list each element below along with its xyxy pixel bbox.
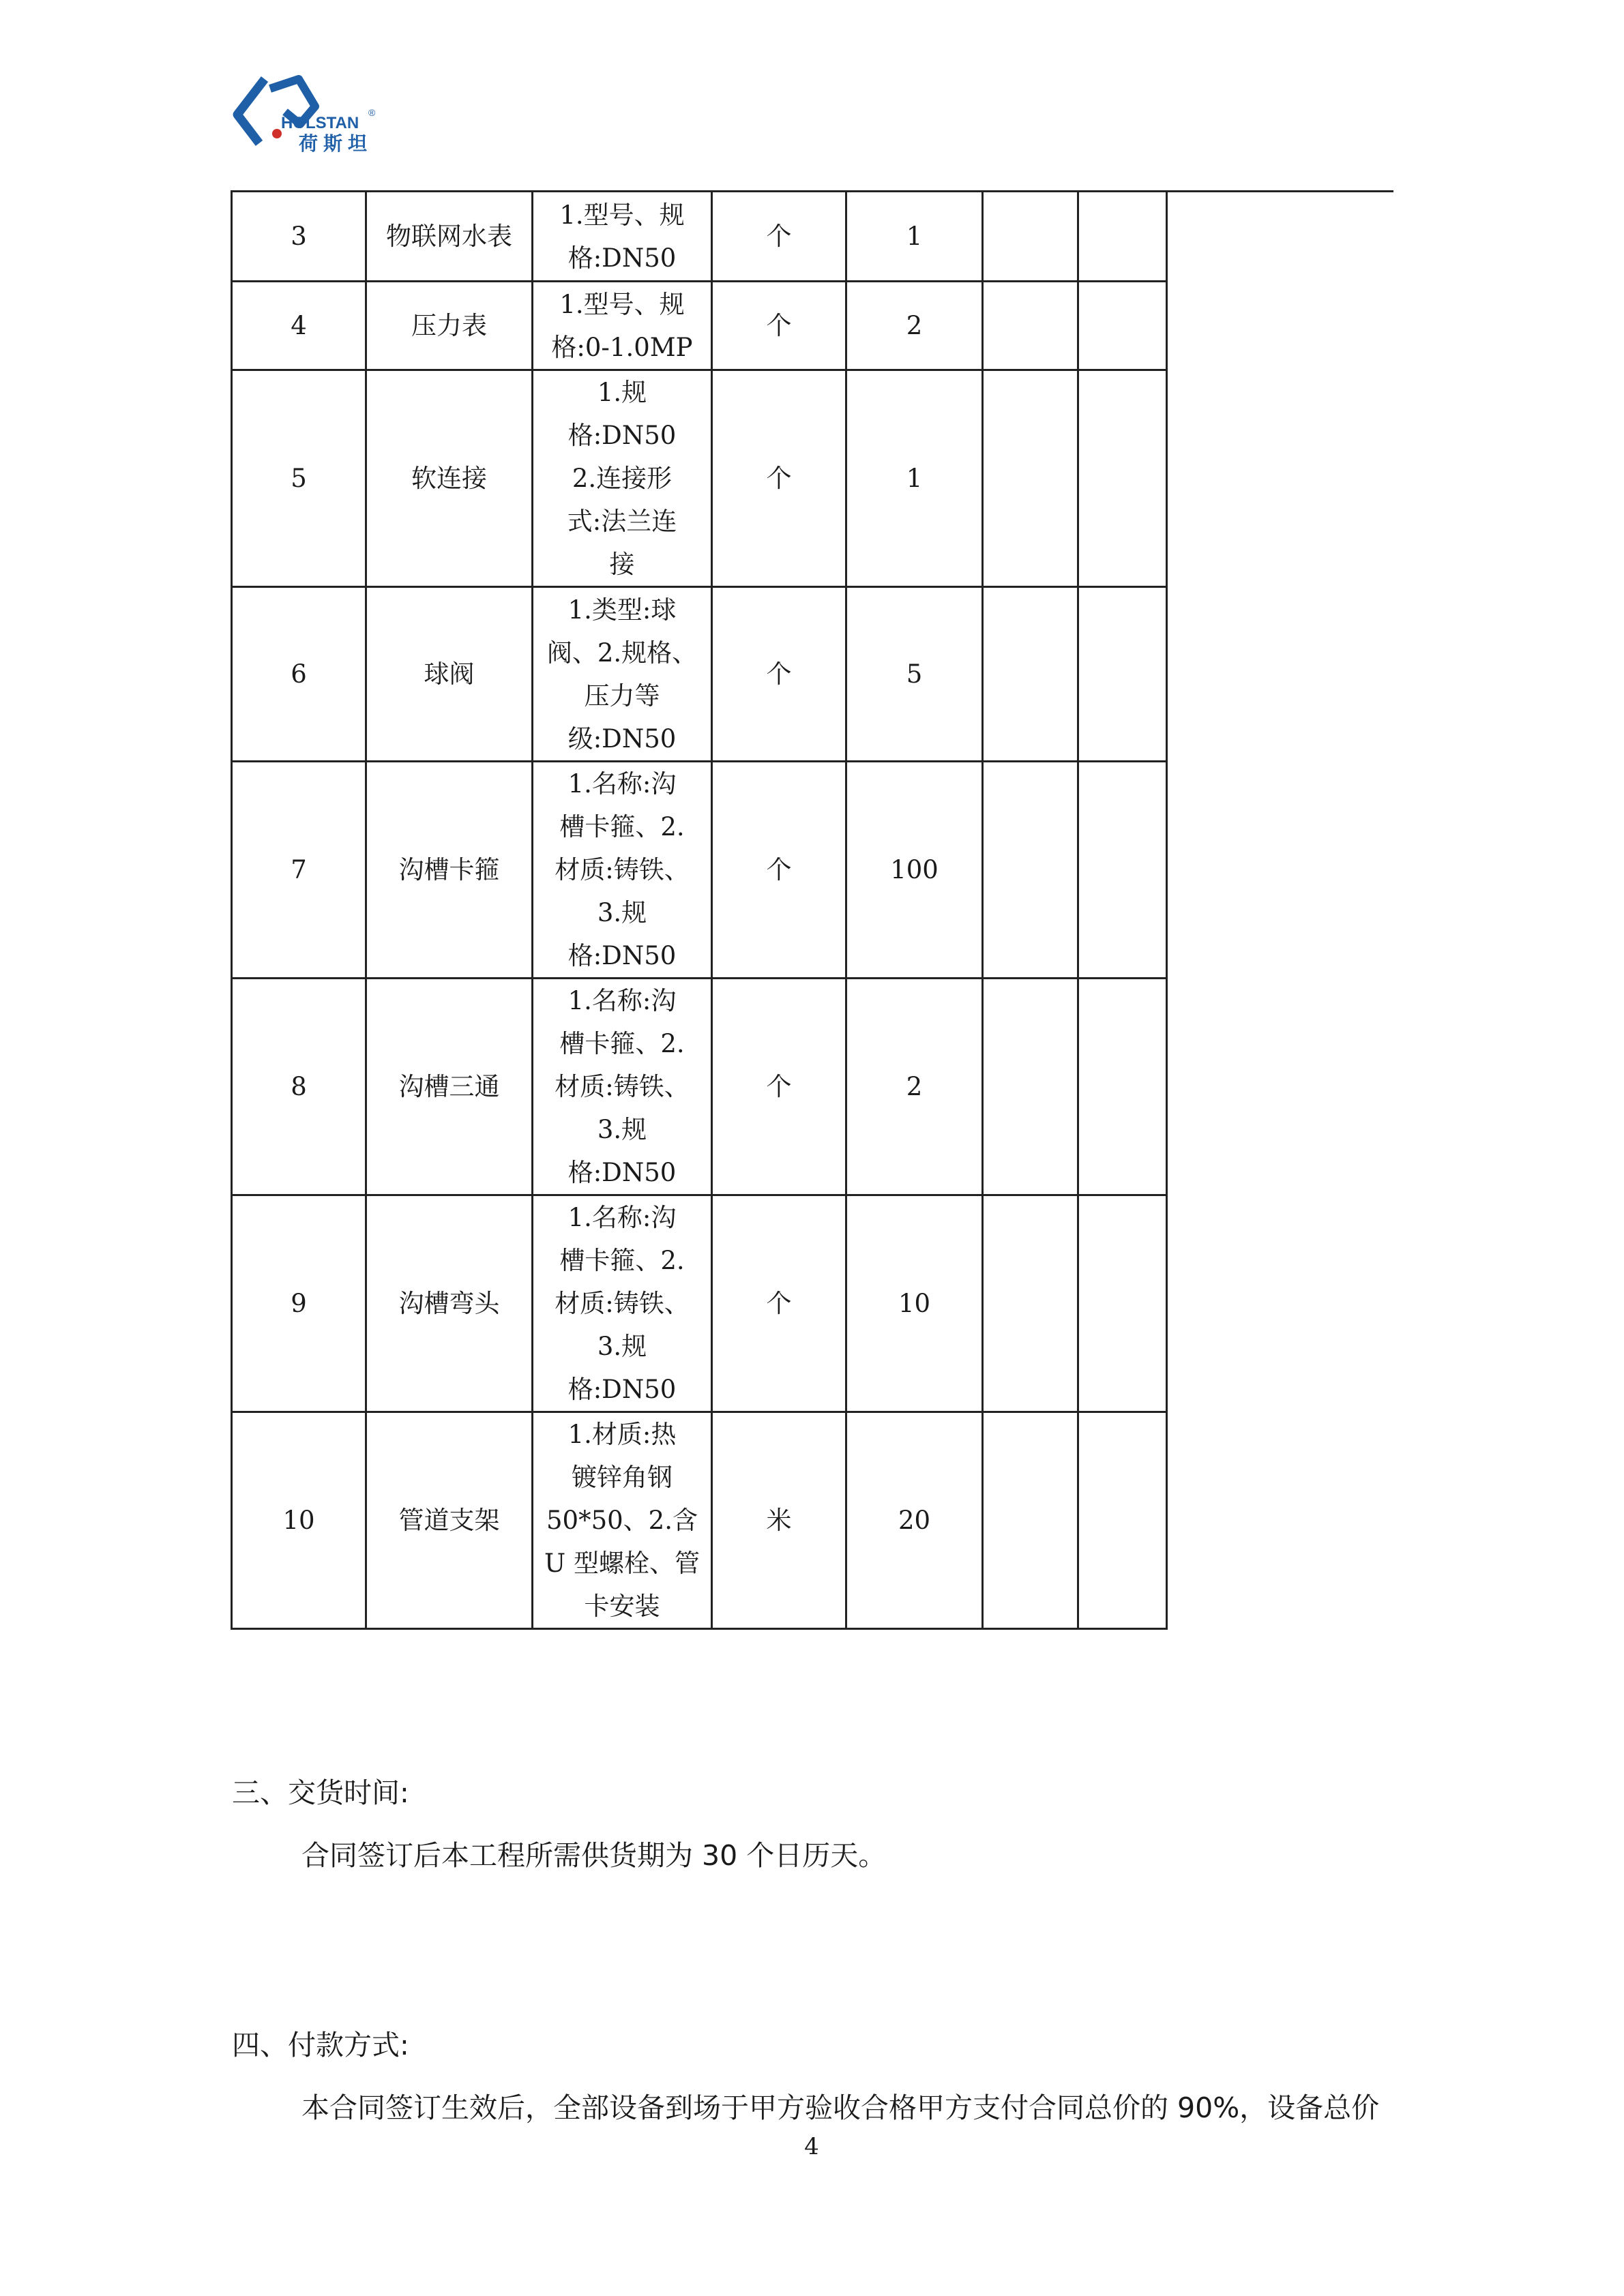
cell-item-unit: 个 (712, 762, 846, 979)
cell-item-qty: 100 (846, 762, 983, 979)
spec-line: 3.规 (597, 1332, 647, 1361)
cell-item-name: 沟槽卡箍 (366, 762, 533, 979)
cell-total-price (1078, 282, 1167, 370)
spec-line: 1.材质:热 (567, 1420, 677, 1449)
cell-item-no: 3 (232, 192, 366, 282)
cell-total-price (1078, 979, 1167, 1195)
cell-item-spec (533, 370, 712, 587)
spec-line: 格:DN50 (567, 1158, 677, 1187)
cell-item-qty: 20 (846, 1412, 983, 1629)
cell-item-spec (533, 282, 712, 370)
cell-item-qty: 5 (846, 587, 983, 762)
spec-line: 1.名称:沟 (567, 769, 677, 799)
spec-line: 格:DN50 (567, 1375, 677, 1404)
cell-item-spec (533, 1412, 712, 1629)
cell-unit-price (983, 762, 1078, 979)
spec-line: 格:DN50 (567, 941, 677, 970)
spec-line: 槽卡箍、2. (559, 1029, 685, 1058)
spec-line: 2.连接形 (572, 464, 673, 493)
table-row (232, 192, 1167, 282)
spec-line: 1.规 (597, 378, 647, 407)
spec-line: 材质:铸铁、 (555, 1289, 690, 1318)
spec-line: 级:DN50 (567, 724, 677, 754)
cell-item-name: 球阀 (366, 587, 533, 762)
cell-item-qty: 1 (846, 192, 983, 282)
cell-total-price (1078, 762, 1167, 979)
cell-item-qty: 10 (846, 1195, 983, 1412)
table-body (232, 192, 1167, 1629)
spec-line: 3.规 (597, 898, 647, 927)
spec-line: 1.名称:沟 (567, 986, 677, 1015)
spec-line: 槽卡箍、2. (559, 1246, 685, 1275)
item-table (231, 190, 1168, 1630)
cell-total-price (1078, 587, 1167, 762)
cell-item-name: 沟槽三通 (366, 979, 533, 1195)
spec-line: 1.型号、规 (559, 289, 685, 319)
spec-line: 1.名称:沟 (567, 1203, 677, 1232)
cell-item-no: 6 (232, 587, 366, 762)
cell-unit-price (983, 370, 1078, 587)
spec-line: 槽卡箍、2. (559, 812, 685, 841)
cell-item-unit: 个 (712, 587, 846, 762)
spec-line: 材质:铸铁、 (555, 1072, 690, 1101)
cell-item-unit: 个 (712, 192, 846, 282)
table-row (232, 282, 1167, 370)
cell-item-spec (533, 192, 712, 282)
spec-line: 式:法兰连 (567, 507, 677, 536)
cell-item-qty: 2 (846, 979, 983, 1195)
cell-item-qty: 2 (846, 282, 983, 370)
table-row (232, 1412, 1167, 1629)
cell-item-qty: 1 (846, 370, 983, 587)
cell-item-name: 压力表 (366, 282, 533, 370)
cell-item-unit: 个 (712, 979, 846, 1195)
cell-item-unit: 个 (712, 370, 846, 587)
cell-item-no: 9 (232, 1195, 366, 1412)
cell-item-unit: 个 (712, 282, 846, 370)
cell-item-name: 物联网水表 (366, 192, 533, 282)
cell-total-price (1078, 1195, 1167, 1412)
spec-line: 3.规 (597, 1115, 647, 1144)
cell-total-price (1078, 192, 1167, 282)
spec-line: 1.型号、规 (559, 200, 685, 230)
cell-item-name: 沟槽弯头 (366, 1195, 533, 1412)
page-number: 4 (804, 2133, 819, 2160)
company-logo (232, 74, 389, 162)
spec-line: 阀、2.规格、 (546, 638, 698, 668)
registered-mark: ® (368, 107, 376, 118)
logo-brand-text: HOLSTAN (281, 114, 359, 132)
payment-heading: 四、付款方式: (232, 2029, 409, 2061)
cell-item-name: 管道支架 (366, 1412, 533, 1629)
spec-line: 格:0-1.0MP (551, 332, 693, 362)
cell-item-no: 4 (232, 282, 366, 370)
cell-item-spec (533, 762, 712, 979)
logo-chinese-text: 荷斯坦 (299, 132, 373, 155)
cell-item-spec (533, 1195, 712, 1412)
table-row (232, 1195, 1167, 1412)
cell-unit-price (983, 979, 1078, 1195)
table-row (232, 979, 1167, 1195)
cell-item-no: 10 (232, 1412, 366, 1629)
cell-item-no: 7 (232, 762, 366, 979)
delivery-body: 合同签订后本工程所需供货期为 30 个日历天。 (301, 1839, 887, 1872)
spec-line: 压力等 (584, 681, 660, 711)
cell-unit-price (983, 1412, 1078, 1629)
cell-item-name: 软连接 (366, 370, 533, 587)
table-row (232, 587, 1167, 762)
cell-item-unit: 米 (712, 1412, 846, 1629)
spec-line: 接 (609, 550, 635, 579)
cell-unit-price (983, 192, 1078, 282)
spec-line: 格:DN50 (567, 421, 677, 450)
spec-line: U 型螺栓、管 (544, 1549, 700, 1578)
cell-total-price (1078, 1412, 1167, 1629)
spec-line: 卡安装 (584, 1592, 660, 1621)
table-row (232, 370, 1167, 587)
cell-unit-price (983, 1195, 1078, 1412)
spec-line: 材质:铸铁、 (555, 855, 690, 884)
cell-item-no: 5 (232, 370, 366, 587)
cell-item-spec (533, 587, 712, 762)
delivery-heading: 三、交货时间: (232, 1776, 409, 1809)
cell-total-price (1078, 370, 1167, 587)
spec-line: 镀锌角钢 (572, 1463, 673, 1492)
cell-unit-price (983, 282, 1078, 370)
spec-line: 1.类型:球 (567, 595, 677, 625)
table-row (232, 762, 1167, 979)
cell-item-spec (533, 979, 712, 1195)
cell-unit-price (983, 587, 1078, 762)
payment-body: 本合同签订生效后，全部设备到场于甲方验收合格甲方支付合同总价的 90%，设备总价 (301, 2091, 1380, 2124)
spec-line: 格:DN50 (567, 243, 677, 273)
cell-item-no: 8 (232, 979, 366, 1195)
cell-item-unit: 个 (712, 1195, 846, 1412)
spec-line: 50*50、2.含 (546, 1506, 698, 1535)
